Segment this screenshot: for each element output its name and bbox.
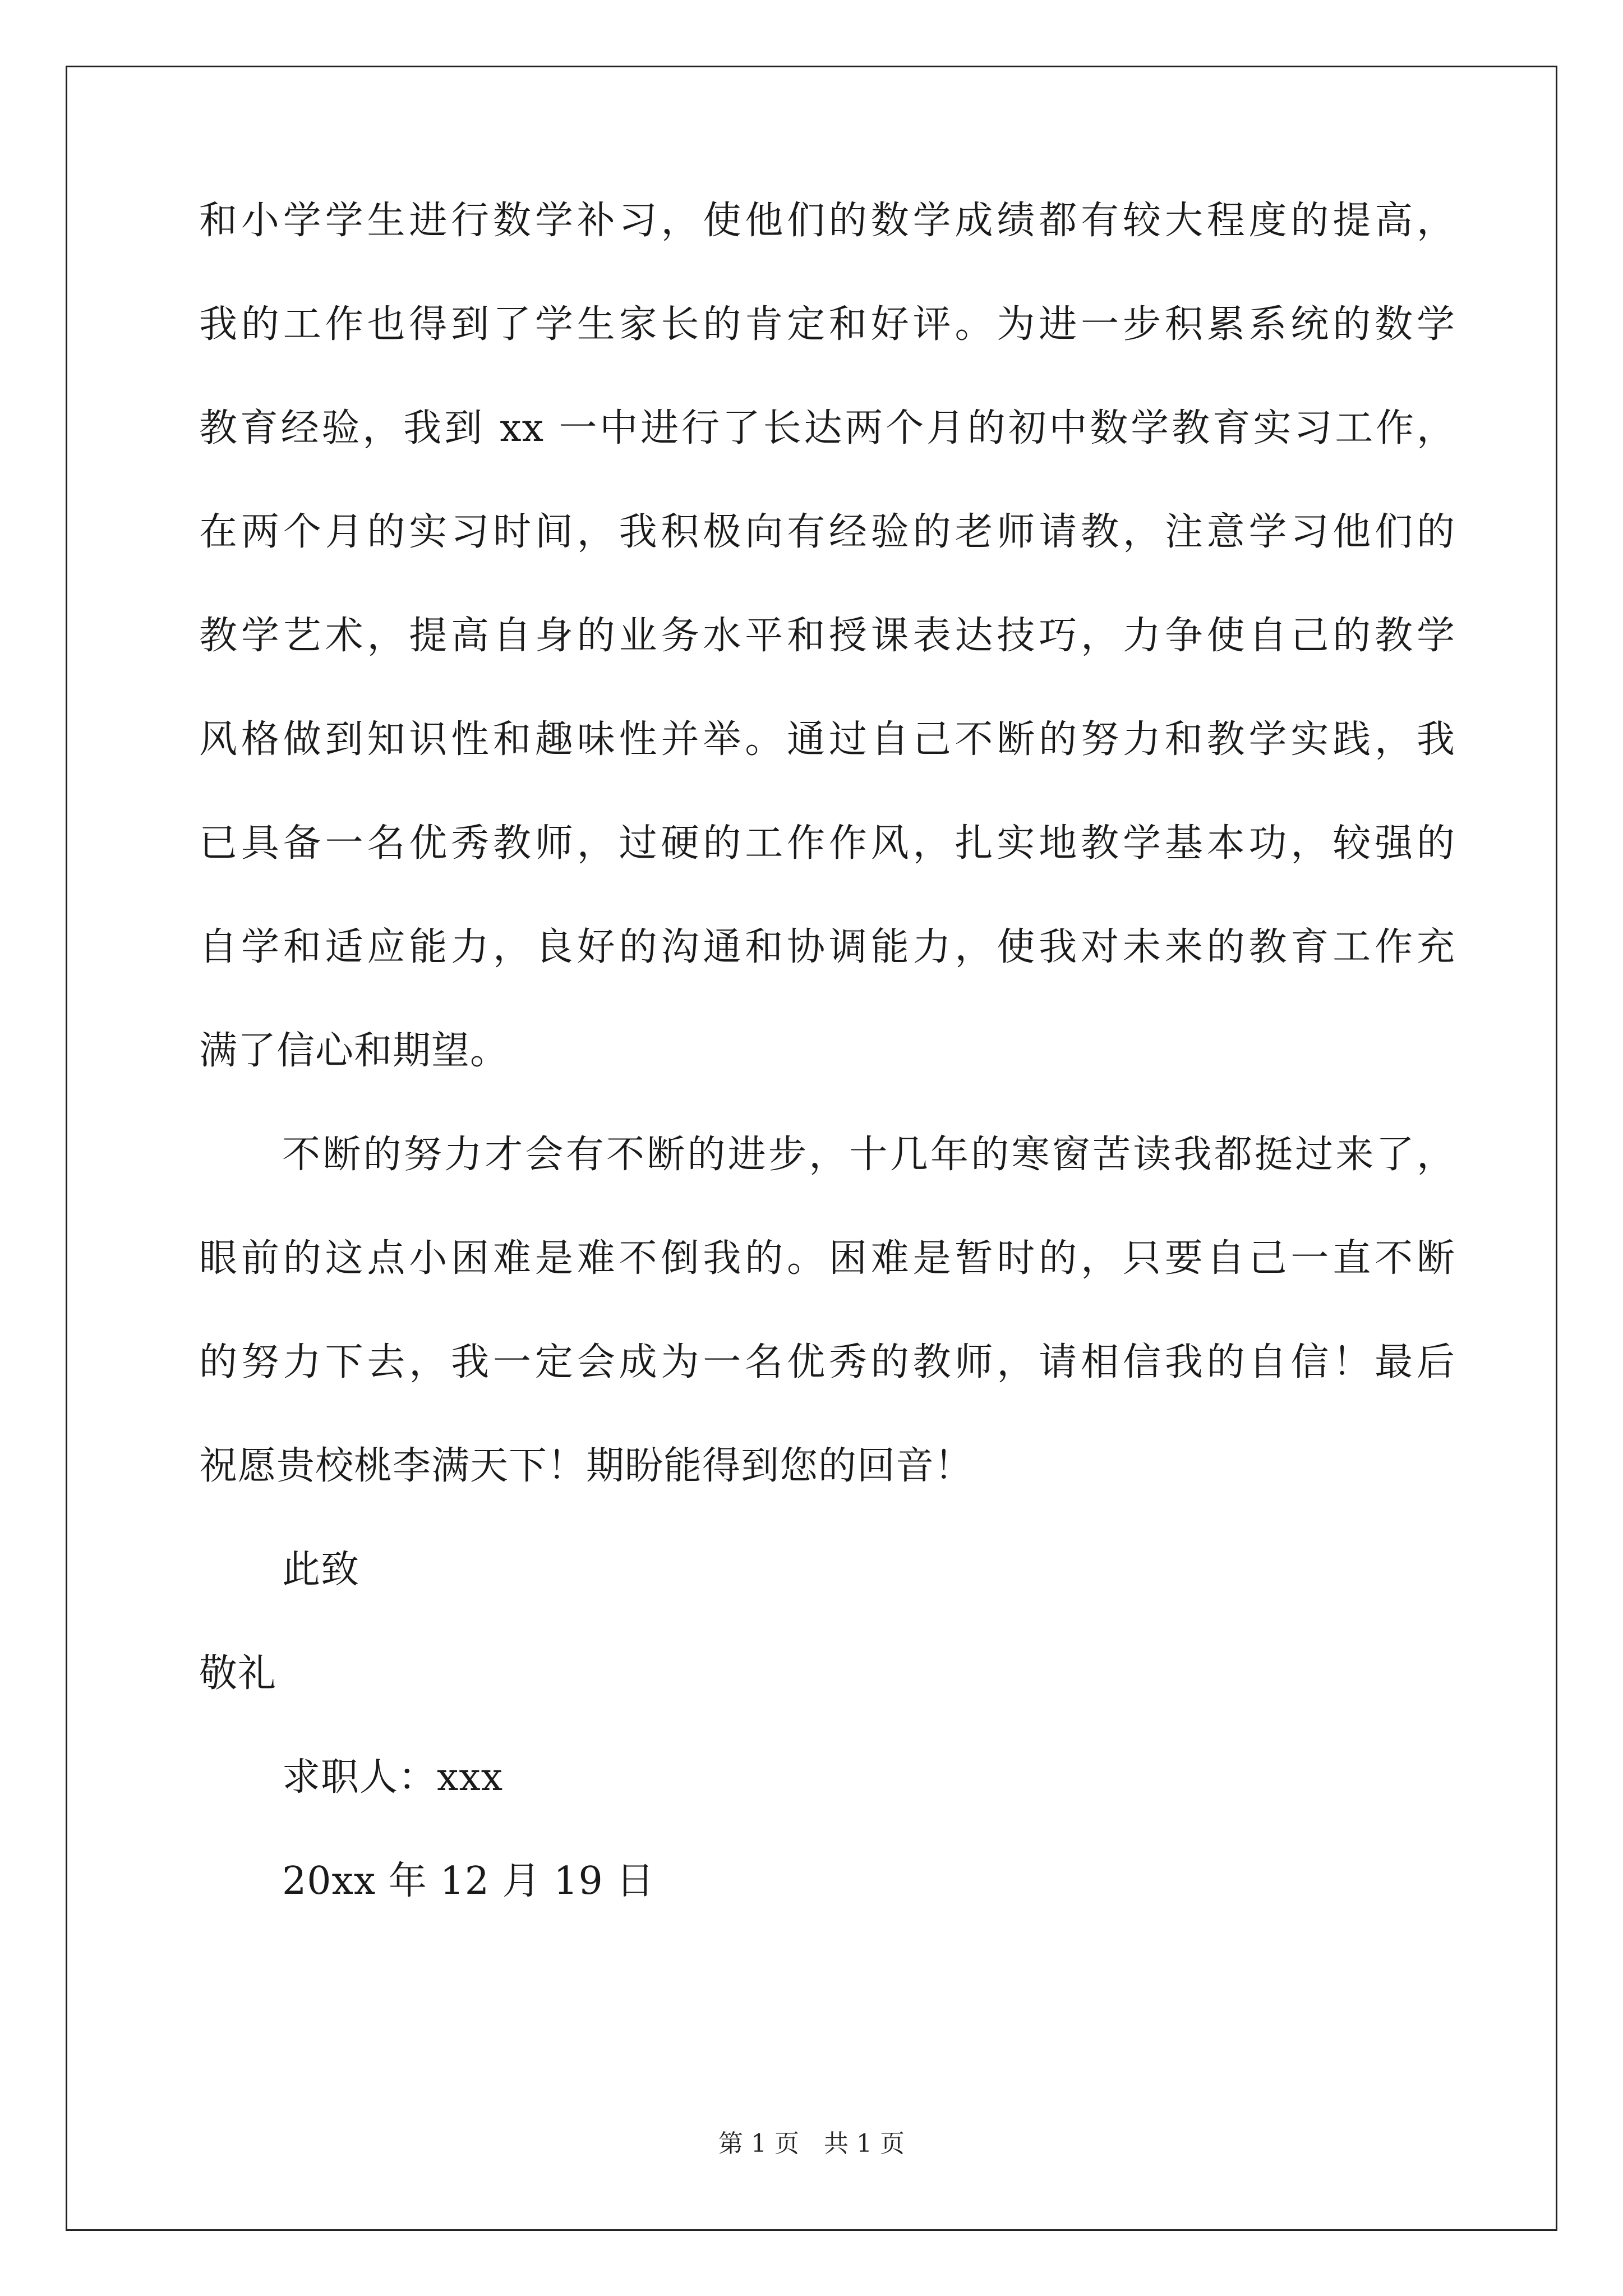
date-line: 20xx 年 12 月 19 日 [282, 1859, 655, 1903]
body-line: 教育经验，我到 xx 一中进行了长达两个月的初中数学教育实习工作， [199, 406, 1455, 450]
letter-body [199, 199, 1455, 1966]
closing-salutation: 此致 [282, 1548, 360, 1592]
closing-regards: 敬礼 [199, 1651, 277, 1696]
body-line: 祝愿贵校桃李满天下！期盼能得到您的回音！ [199, 1444, 974, 1488]
body-line: 已具备一名优秀教师，过硬的工作作风，扎实地教学基本功，较强的 [199, 821, 1455, 866]
body-line: 满了信心和期望。 [199, 1029, 509, 1073]
signature-line: 求职人：xxx [282, 1755, 504, 1800]
paragraph-start-line: 不断的努力才会有不断的进步，十几年的寒窗苦读我都挺过来了， [282, 1133, 1455, 1177]
body-line: 教学艺术，提高自身的业务水平和授课表达技巧，力争使自己的教学 [199, 614, 1455, 658]
body-line: 的努力下去，我一定会成为一名优秀的教师，请相信我的自信！最后 [199, 1340, 1455, 1384]
page-footer: 第 1 页 共 1 页 [718, 2129, 905, 2158]
body-line: 和小学学生进行数学补习，使他们的数学成绩都有较大程度的提高， [199, 199, 1455, 243]
body-line: 在两个月的实习时间，我积极向有经验的老师请教，注意学习他们的 [199, 510, 1455, 554]
body-line: 眼前的这点小困难是难不倒我的。困难是暂时的，只要自己一直不断 [199, 1236, 1455, 1281]
body-line: 风格做到知识性和趣味性并举。通过自己不断的努力和教学实践，我 [199, 717, 1455, 762]
body-line: 我的工作也得到了学生家长的肯定和好评。为进一步积累系统的数学 [199, 302, 1455, 347]
body-line: 自学和适应能力，良好的沟通和协调能力，使我对未来的教育工作充 [199, 925, 1455, 969]
